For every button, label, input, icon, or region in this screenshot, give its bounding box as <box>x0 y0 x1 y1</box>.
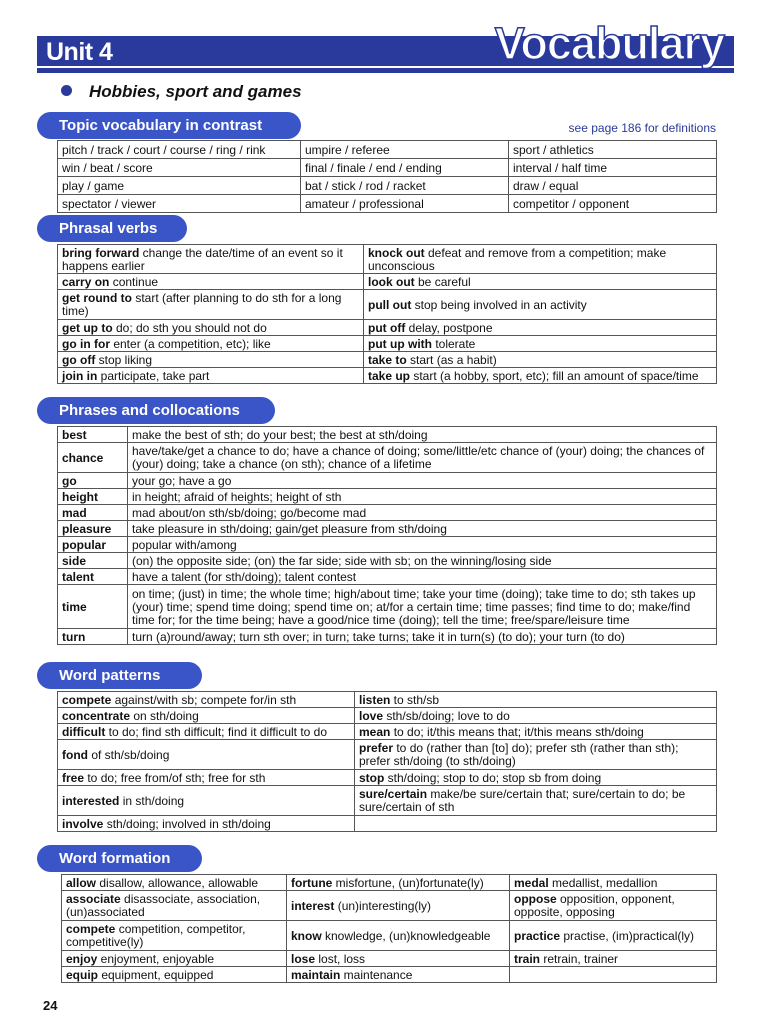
patterns-cell <box>355 724 717 740</box>
collocations-heading: Phrases and collocations <box>37 397 275 424</box>
collocation-definition: make the best of sth; do your best; the best at sth/doing <box>128 427 717 443</box>
phrasal-cell-term: take up <box>368 368 411 383</box>
formation-cell <box>510 951 717 967</box>
phrasal-cell <box>58 320 364 336</box>
formation-cell-term: lose <box>291 951 316 966</box>
formation-cell <box>62 875 287 891</box>
table-row <box>58 521 717 537</box>
phrasal-cell-definition: stop liking <box>95 352 153 367</box>
table-row <box>58 141 717 159</box>
table-row <box>58 290 717 320</box>
phrasal-cell-term: bring forward <box>62 245 140 260</box>
table-row <box>62 967 717 983</box>
table-row <box>58 724 717 740</box>
patterns-table <box>57 691 717 832</box>
formation-cell-definition: knowledge, (un)knowledgeable <box>321 928 491 943</box>
phrasal-cell <box>58 290 364 320</box>
formation-cell <box>287 967 510 983</box>
collocation-definition: turn (a)round/away; turn sth over; in turn; take turns; take it in turn(s) (to do); your turn (to do) <box>128 629 717 645</box>
formation-cell-term: fortune <box>291 875 333 890</box>
page-title: Vocabulary <box>494 18 724 69</box>
topic-cell: spectator / viewer <box>58 195 301 213</box>
formation-cell <box>510 875 717 891</box>
formation-cell-term: oppose <box>514 892 557 906</box>
table-row <box>62 921 717 951</box>
patterns-cell-term: stop <box>359 770 385 785</box>
phrasal-cell-term: join in <box>62 368 98 383</box>
formation-cell <box>510 891 717 921</box>
table-row <box>58 489 717 505</box>
collocation-term: mad <box>58 505 128 521</box>
topic-cell: sport / athletics <box>509 141 717 159</box>
patterns-cell-term: mean <box>359 724 391 739</box>
collocation-term: go <box>58 473 128 489</box>
patterns-cell <box>355 786 717 816</box>
phrasal-cell-definition: do; do sth you should not do <box>112 320 267 335</box>
patterns-cell-definition: against/with sb; compete for/in sth <box>111 692 297 707</box>
collocation-definition: your go; have a go <box>128 473 717 489</box>
phrasal-cell <box>364 336 717 352</box>
phrasal-cell <box>58 352 364 368</box>
collocation-definition: have a talent (for sth/doing); talent contest <box>128 569 717 585</box>
table-row <box>58 692 717 708</box>
unit-label: Unit 4 <box>46 38 113 66</box>
collocation-definition: mad about/on sth/sb/doing; go/become mad <box>128 505 717 521</box>
formation-cell-definition: (un)interesting(ly) <box>334 898 432 913</box>
table-row <box>58 336 717 352</box>
phrasal-cell-definition: continue <box>109 274 159 289</box>
page-number: 24 <box>43 998 58 1013</box>
collocation-definition: (on) the opposite side; (on) the far side; side with sb; on the winning/losing side <box>128 553 717 569</box>
bullet-icon <box>61 85 72 96</box>
phrasal-cell-term: go off <box>62 352 96 367</box>
formation-cell-term: compete <box>66 922 116 936</box>
patterns-cell-term: concentrate <box>62 708 131 723</box>
formation-cell-definition: misfortune, (un)fortunate(ly) <box>332 875 484 890</box>
table-row <box>58 443 717 473</box>
formation-cell-term: equip <box>66 967 98 982</box>
formation-cell-term: interest <box>291 898 335 913</box>
formation-cell-definition: equipment, equipped <box>98 967 214 982</box>
table-row <box>58 159 717 177</box>
topic-cell: interval / half time <box>509 159 717 177</box>
formation-cell-definition: retrain, trainer <box>540 951 619 966</box>
patterns-cell-definition: in sth/doing <box>119 793 185 808</box>
subtitle-text: Hobbies, sport and games <box>89 82 302 101</box>
phrasal-cell <box>364 352 717 368</box>
definitions-note: see page 186 for definitions <box>568 121 716 135</box>
formation-cell <box>62 921 287 951</box>
phrasal-cell <box>58 245 364 274</box>
phrasal-cell-definition: change the date/time of an event so it happens earlier <box>62 245 343 273</box>
topic-table <box>57 140 717 213</box>
collocation-definition: have/take/get a chance to do; have a chance of doing; some/little/etc chance of (your) doing; the chances of (your) doing; take a chance (on sth); chance of a lifetime <box>128 443 717 473</box>
phrasal-cell-definition: be careful <box>414 274 471 289</box>
table-row <box>62 891 717 921</box>
topic-cell: pitch / track / court / course / ring / rink <box>58 141 301 159</box>
phrasal-cell-term: look out <box>368 274 415 289</box>
collocation-definition: in height; afraid of heights; height of sth <box>128 489 717 505</box>
patterns-cell-term: free <box>62 770 85 785</box>
phrasal-cell-definition: defeat and remove from a competition; make unconscious <box>368 245 667 273</box>
patterns-cell-definition: to sth/sb <box>390 692 440 707</box>
formation-cell <box>510 967 717 983</box>
formation-cell-definition: enjoyment, enjoyable <box>97 951 215 966</box>
table-row <box>58 505 717 521</box>
patterns-cell <box>355 692 717 708</box>
formation-cell <box>62 891 287 921</box>
table-row <box>58 553 717 569</box>
phrasal-cell <box>58 368 364 384</box>
patterns-cell-definition: to do; it/this means that; it/this means sth/doing <box>390 724 644 739</box>
formation-table <box>61 874 717 983</box>
patterns-cell-definition: to do; find sth difficult; find it difficult to do <box>105 724 328 739</box>
patterns-cell-term: involve <box>62 816 104 831</box>
phrasal-cell-definition: participate, take part <box>97 368 210 383</box>
phrasal-cell <box>364 368 717 384</box>
patterns-cell-definition: to do (rather than [to] do); prefer sth (rather than sth); prefer sth/doing (to sth/doing) <box>359 741 679 768</box>
phrasal-cell-term: pull out <box>368 297 412 312</box>
patterns-cell-definition: make/be sure/certain that; sure/certain to do; be sure/certain of sth <box>359 787 686 814</box>
collocation-term: side <box>58 553 128 569</box>
phrasal-cell-definition: tolerate <box>431 336 476 351</box>
patterns-cell-definition: sth/doing; stop to do; stop sb from doing <box>384 770 602 785</box>
formation-cell-definition: disallow, allowance, allowable <box>96 875 259 890</box>
formation-cell-term: practice <box>514 928 561 943</box>
phrasal-cell-definition: delay, postpone <box>405 320 493 335</box>
phrasal-cell-term: get round to <box>62 291 132 305</box>
table-row <box>58 629 717 645</box>
patterns-cell <box>58 724 355 740</box>
collocation-term: time <box>58 585 128 629</box>
formation-cell <box>287 921 510 951</box>
patterns-cell <box>58 816 355 832</box>
formation-cell-definition: disassociate, association, (un)associated <box>66 892 261 919</box>
patterns-cell <box>58 770 355 786</box>
table-row <box>58 816 717 832</box>
collocation-definition: take pleasure in sth/doing; gain/get pleasure from sth/doing <box>128 521 717 537</box>
formation-cell-definition: lost, loss <box>315 951 366 966</box>
topic-heading: Topic vocabulary in contrast <box>37 112 301 139</box>
table-row <box>58 708 717 724</box>
phrasal-cell <box>58 336 364 352</box>
patterns-cell-definition: sth/doing; involved in sth/doing <box>103 816 271 831</box>
topic-cell: umpire / referee <box>301 141 509 159</box>
formation-cell-term: maintain <box>291 967 341 982</box>
table-row <box>58 368 717 384</box>
table-row <box>62 951 717 967</box>
topic-cell: draw / equal <box>509 177 717 195</box>
phrasal-cell-definition: enter (a competition, etc); like <box>110 336 271 351</box>
patterns-cell <box>355 740 717 770</box>
patterns-cell-term: listen <box>359 692 391 707</box>
collocation-term: best <box>58 427 128 443</box>
patterns-cell-term: sure/certain <box>359 787 428 801</box>
formation-cell-definition: practise, (im)practical(ly) <box>560 928 695 943</box>
phrasal-heading: Phrasal verbs <box>37 215 187 242</box>
patterns-cell <box>355 708 717 724</box>
topic-cell: final / finale / end / ending <box>301 159 509 177</box>
patterns-cell-term: difficult <box>62 724 106 739</box>
collocation-term: popular <box>58 537 128 553</box>
formation-cell-term: medal <box>514 875 549 890</box>
table-row <box>58 195 717 213</box>
collocation-term: chance <box>58 443 128 473</box>
collocation-term: height <box>58 489 128 505</box>
formation-cell-definition: medallist, medallion <box>548 875 658 890</box>
collocation-definition: popular with/among <box>128 537 717 553</box>
phrasal-cell-definition: stop being involved in an activity <box>411 297 587 312</box>
formation-cell-term: enjoy <box>66 951 98 966</box>
table-row <box>58 274 717 290</box>
phrasal-cell-term: get up to <box>62 320 113 335</box>
collocations-table <box>57 426 717 645</box>
formation-cell <box>287 891 510 921</box>
patterns-cell <box>58 708 355 724</box>
table-row <box>58 569 717 585</box>
formation-cell-definition: competition, competitor, competitive(ly) <box>66 922 246 949</box>
table-row <box>58 537 717 553</box>
phrasal-cell-term: take to <box>368 352 407 367</box>
table-row <box>58 177 717 195</box>
formation-cell <box>287 875 510 891</box>
formation-cell-term: train <box>514 951 541 966</box>
phrasal-cell <box>364 320 717 336</box>
patterns-cell-term: compete <box>62 692 112 707</box>
formation-cell-definition: opposition, opponent, opposite, opposing <box>514 892 675 919</box>
patterns-cell-definition: to do; free from/of sth; free for sth <box>84 770 266 785</box>
phrasal-cell-term: go in for <box>62 336 110 351</box>
formation-cell <box>62 951 287 967</box>
phrasal-cell-term: knock out <box>368 245 425 260</box>
phrasal-cell-term: put up with <box>368 336 432 351</box>
formation-cell-definition: maintenance <box>340 967 413 982</box>
topic-cell: competitor / opponent <box>509 195 717 213</box>
phrasal-cell <box>364 274 717 290</box>
table-row <box>58 320 717 336</box>
patterns-cell-definition: sth/sb/doing; love to do <box>383 708 510 723</box>
table-row <box>58 352 717 368</box>
phrasal-cell <box>58 274 364 290</box>
phrasal-cell-term: put off <box>368 320 406 335</box>
formation-cell <box>287 951 510 967</box>
patterns-cell <box>58 692 355 708</box>
topic-cell: bat / stick / rod / racket <box>301 177 509 195</box>
patterns-heading: Word patterns <box>37 662 202 689</box>
patterns-cell-term: love <box>359 708 384 723</box>
table-row <box>58 740 717 770</box>
patterns-cell-term: prefer <box>359 741 394 755</box>
formation-cell-term: allow <box>66 875 97 890</box>
patterns-cell <box>58 740 355 770</box>
formation-cell-term: associate <box>66 892 121 906</box>
phrasal-cell-definition: start (a hobby, sport, etc); fill an amount of space/time <box>410 368 699 383</box>
table-row <box>62 875 717 891</box>
patterns-cell-term: fond <box>62 747 88 762</box>
patterns-cell-definition: of sth/sb/doing <box>88 747 170 762</box>
table-row <box>58 427 717 443</box>
section-subtitle <box>61 82 302 102</box>
patterns-cell <box>355 770 717 786</box>
table-row <box>58 585 717 629</box>
collocation-term: turn <box>58 629 128 645</box>
topic-cell: play / game <box>58 177 301 195</box>
formation-cell <box>62 967 287 983</box>
phrasal-cell-definition: start (after planning to do sth for a long time) <box>62 291 342 318</box>
phrasal-table <box>57 244 717 384</box>
table-row <box>58 473 717 489</box>
phrasal-cell <box>364 290 717 320</box>
table-row <box>58 786 717 816</box>
patterns-cell-term: interested <box>62 793 120 808</box>
phrasal-cell-definition: start (as a habit) <box>406 352 497 367</box>
patterns-cell <box>355 816 717 832</box>
table-row <box>58 245 717 274</box>
phrasal-cell <box>364 245 717 274</box>
phrasal-cell-term: carry on <box>62 274 110 289</box>
collocation-definition: on time; (just) in time; the whole time; high/about time; take your time (doing); take time to do; sth takes up (your) time; spend time doing; spend time on; at/for a certain time; time passes; find time to do; make/find time for; for the time being; have a good/nice time (doing); tell the time; free/spare/leisure time <box>128 585 717 629</box>
formation-cell-term: know <box>291 928 322 943</box>
table-row <box>58 770 717 786</box>
topic-cell: amateur / professional <box>301 195 509 213</box>
patterns-cell-definition: on sth/doing <box>130 708 199 723</box>
formation-heading: Word formation <box>37 845 202 872</box>
formation-cell <box>510 921 717 951</box>
collocation-term: talent <box>58 569 128 585</box>
patterns-cell <box>58 786 355 816</box>
collocation-term: pleasure <box>58 521 128 537</box>
topic-cell: win / beat / score <box>58 159 301 177</box>
